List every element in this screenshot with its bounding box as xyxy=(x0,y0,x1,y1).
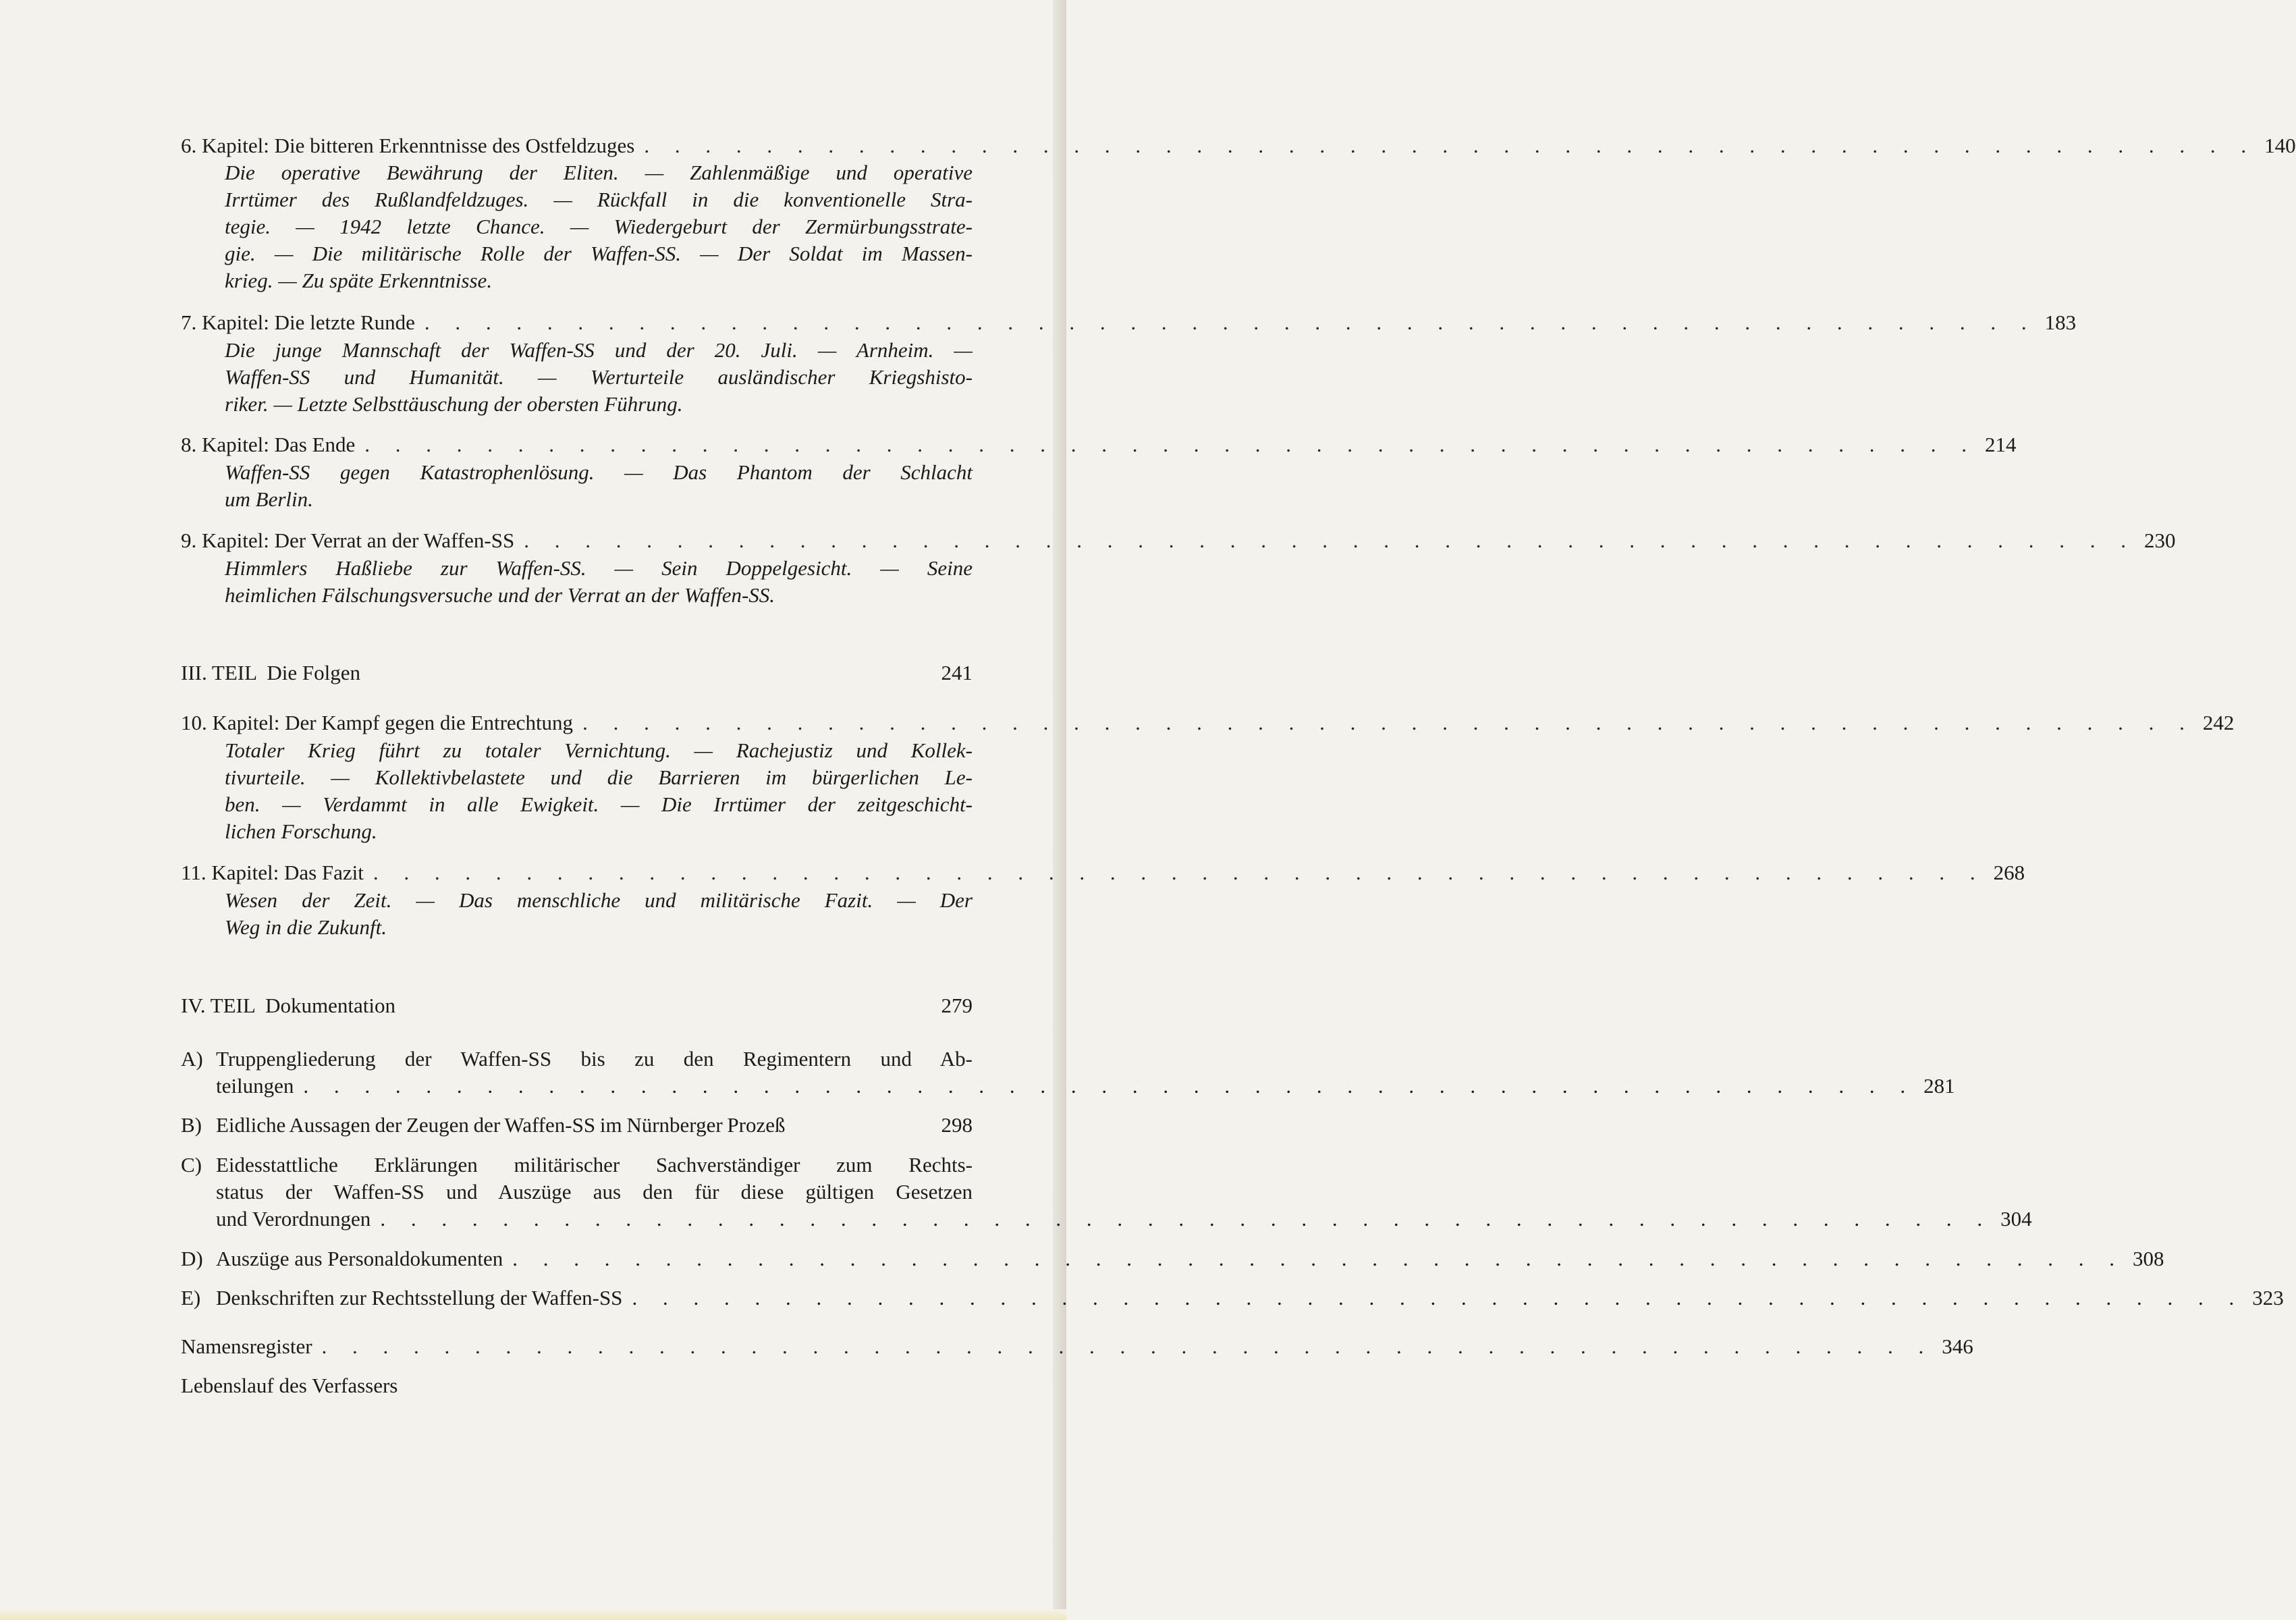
bottom-stripe xyxy=(0,1609,1066,1620)
chapter-6-summary xyxy=(225,159,973,294)
summary-line: Wesen der Zeit. — Das menschliche und militärische Fazit. — Der xyxy=(225,888,973,912)
summary-line: gie. — Die militärische Rolle der Waffen-SS. — Der Soldat im Massen- xyxy=(225,242,973,265)
appendix-line: und Verordnungen xyxy=(216,1207,371,1231)
appendix-line: Eidliche Aussagen der Zeugen der Waffen-SS im Nürnberger Prozeß xyxy=(216,1113,786,1137)
summary-line: Totaler Krieg führt zu totaler Vernichtung. — Rachejustiz und Kollek- xyxy=(225,738,973,762)
toc-part-4[interactable] xyxy=(181,992,973,1019)
chapter-11-summary xyxy=(225,887,973,941)
page-number: 346 xyxy=(1942,1334,1973,1358)
leader-dots: . . . . . . . . . . . . . . . . . . . . . . . . . . . . . . . . . . . . . . . . . . . . . . . . . . . . . xyxy=(644,134,2257,157)
summary-line: heimlichen Fälschungsversuche und der Verrat an der Waffen-SS. xyxy=(225,583,775,607)
appendix-key: D) xyxy=(181,1247,203,1270)
chapter-10-summary xyxy=(225,737,973,845)
summary-line: Waffen-SS gegen Katastrophenlösung. — Das Phantom der Schlacht xyxy=(225,460,973,484)
summary-line: Waffen-SS und Humanität. — Werturteile ausländischer Kriegshisto- xyxy=(225,365,973,389)
leader-dots: . . . . . . . . . . . . . . . . . . . . . . . . . . . . . . . . . . . . . . . . . . . . . . . . . . . . . xyxy=(512,1247,2125,1270)
summary-line: Irrtümer des Rußlandfeldzuges. — Rückfall in die konventionelle Stra- xyxy=(225,188,973,211)
appendix-line: teilungen xyxy=(216,1074,294,1098)
page-number: 214 xyxy=(1985,433,2017,456)
toc-entry-chapter-6[interactable] xyxy=(181,132,2296,159)
leader-dots: . . . . . . . . . . . . . . . . . . . . . . . . . . . . . . . . . . . . . . . . . . . . . . . . . . . . . xyxy=(632,1286,2245,1310)
toc-name-index[interactable] xyxy=(181,1333,1973,1360)
toc-entry-chapter-11[interactable] xyxy=(181,859,2025,886)
leader-dots: . . . . . . . . . . . . . . . . . . . . . . . . . . . . . . . . . . . . . . . . . . . . . . . . . . . . . xyxy=(524,529,2136,552)
summary-line: um Berlin. xyxy=(225,487,313,511)
entry-title: 8. Kapitel: Das Ende xyxy=(181,433,356,456)
toc-entry-chapter-8[interactable] xyxy=(181,431,2017,458)
leader-dots: . . . . . . . . . . . . . . . . . . . . . . . . . . . . . . . . . . . . . . . . . . . . . . . . . . . . . xyxy=(380,1207,1993,1231)
summary-line: Die operative Bewährung der Eliten. — Zahlenmäßige und operative xyxy=(225,161,973,184)
entry-title: 11. Kapitel: Das Fazit xyxy=(181,861,364,884)
toc-part-3[interactable] xyxy=(181,659,973,686)
page-number: 183 xyxy=(2044,310,2077,334)
page-number: 140 xyxy=(2264,134,2296,157)
summary-line: Himmlers Haßliebe zur Waffen-SS. — Sein Doppelgesicht. — Seine xyxy=(225,556,973,580)
leader-dots: . . . . . . . . . . . . . . . . . . . . . . . . . . . . . . . . . . . . . . . . . . . . . . . . . . . . . xyxy=(303,1074,1916,1098)
entry-title: 6. Kapitel: Die bitteren Erkenntnisse des Ostfeldzuges xyxy=(181,134,635,157)
entry-title: 7. Kapitel: Die letzte Runde xyxy=(181,310,415,334)
page-number: 298 xyxy=(941,1113,973,1137)
summary-line: Weg in die Zukunft. xyxy=(225,915,387,939)
entry-title: Namensregister xyxy=(181,1334,312,1358)
page-number: 279 xyxy=(941,994,973,1017)
entry-title: 10. Kapitel: Der Kampf gegen die Entrechtung xyxy=(181,711,574,734)
appendix-line: Denkschriften zur Rechtsstellung der Waffen-SS xyxy=(216,1286,623,1310)
leader-dots: . . . . . . . . . . . . . . . . . . . . . . . . . . . . . . . . . . . . . . . . . . . . . . . . . . . . . xyxy=(364,433,1977,456)
chapter-7-summary xyxy=(225,337,973,418)
toc-author-vita[interactable] xyxy=(181,1372,973,1399)
page-number: 268 xyxy=(1993,861,2025,884)
summary-line: riker. — Letzte Selbsttäuschung der obersten Führung. xyxy=(225,392,683,416)
summary-line: ben. — Verdammt in alle Ewigkeit. — Die Irrtümer der zeitgeschicht- xyxy=(225,792,973,816)
leader-dots: . . . . . . . . . . . . . . . . . . . . . . . . . . . . . . . . . . . . . . . . . . . . . . . . . . . . . xyxy=(373,861,1986,884)
part-title: IV. TEIL Dokumentation xyxy=(181,994,395,1017)
page-number: 323 xyxy=(2252,1286,2284,1310)
summary-line: tivurteile. — Kollektivbelastete und die Barrieren im bürgerlichen Le- xyxy=(225,765,973,789)
appendix-line: Auszüge aus Personaldokumenten xyxy=(216,1247,503,1270)
chapter-9-summary xyxy=(225,555,973,609)
leader-dots: . . . . . . . . . . . . . . . . . . . . . . . . . . . . . . . . . . . . . . . . . . . . . . . . . . . . . xyxy=(321,1334,1934,1358)
leader-dots: . . . . . . . . . . . . . . . . . . . . . . . . . . . . . . . . . . . . . . . . . . . . . . . . . . . . . xyxy=(582,711,2195,734)
page-number: 308 xyxy=(2133,1247,2164,1270)
summary-line: lichen Forschung. xyxy=(225,819,377,843)
page-number: 230 xyxy=(2143,529,2176,552)
entry-title: 9. Kapitel: Der Verrat an der Waffen-SS xyxy=(181,529,515,552)
page-number: 241 xyxy=(941,661,973,684)
appendix-line: status der Waffen-SS und Auszüge aus den für diese gültigen Gesetzen xyxy=(216,1180,973,1204)
appendix-key: A) xyxy=(181,1047,203,1071)
toc-entry-chapter-10[interactable] xyxy=(181,709,2235,736)
appendix-line: Truppengliederung der Waffen-SS bis zu den Regimentern und Ab- xyxy=(216,1047,973,1071)
toc-entry-chapter-9[interactable] xyxy=(181,527,2176,554)
appendix-line: Eidesstattliche Erklärungen militärischer Sachverständiger zum Rechts- xyxy=(216,1153,973,1177)
entry-title: Lebenslauf des Verfassers xyxy=(181,1374,398,1397)
appendix-key: C) xyxy=(181,1153,202,1177)
appendix-key: E) xyxy=(181,1286,201,1310)
page-number: 304 xyxy=(2000,1207,2032,1231)
page-edge xyxy=(1053,0,1066,1620)
leader-dots: . . . . . . . . . . . . . . . . . . . . . . . . . . . . . . . . . . . . . . . . . . . . . . . . . . . . . xyxy=(424,310,2037,334)
summary-line: krieg. — Zu späte Erkenntnisse. xyxy=(225,269,493,292)
part-title: III. TEIL Die Folgen xyxy=(181,661,361,684)
summary-line: Die junge Mannschaft der Waffen-SS und der 20. Juli. — Arnheim. — xyxy=(225,338,973,362)
page-number: 281 xyxy=(1923,1074,1955,1098)
page-number: 242 xyxy=(2202,711,2235,734)
summary-line: tegie. — 1942 letzte Chance. — Wiedergeburt der Zermürbungsstrate- xyxy=(225,215,973,238)
appendix-key: B) xyxy=(181,1113,202,1137)
toc-entry-chapter-7[interactable] xyxy=(181,309,2077,336)
chapter-8-summary xyxy=(225,459,973,513)
